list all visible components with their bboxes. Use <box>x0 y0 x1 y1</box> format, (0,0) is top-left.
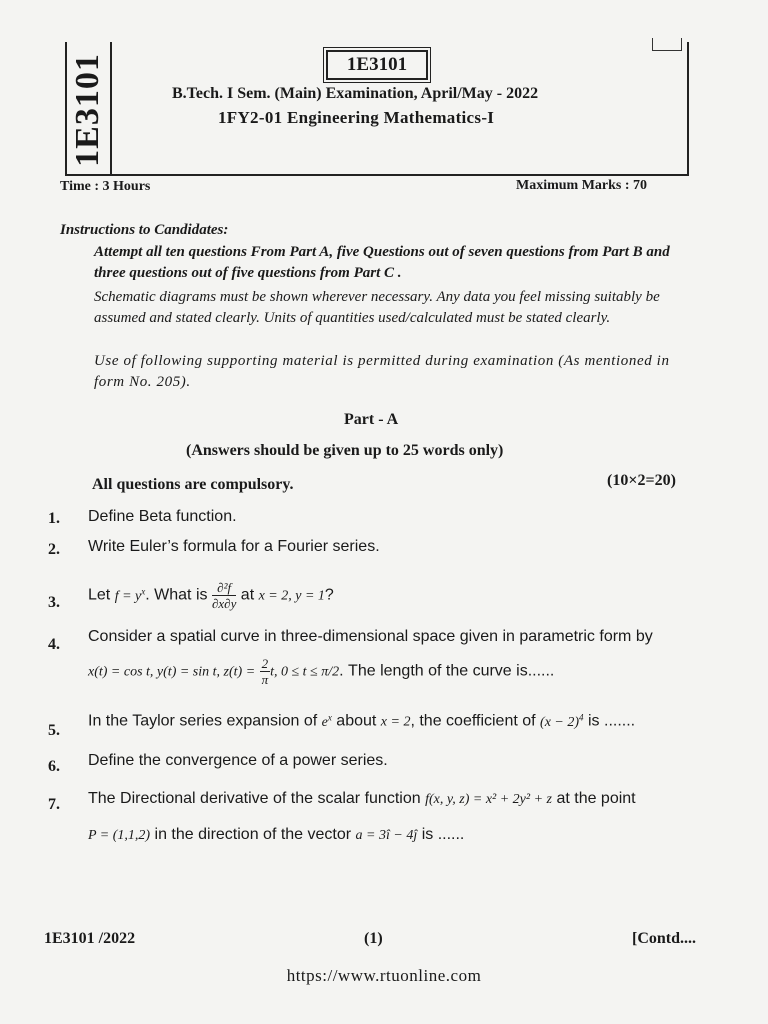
marks-split: (10×2=20) <box>607 472 676 489</box>
footer-page-number: (1) <box>364 930 383 947</box>
time-allowed: Time : 3 Hours <box>60 179 151 194</box>
question-text: Define Beta function. <box>88 508 237 525</box>
q4-end: . The length of the curve is...... <box>339 662 555 680</box>
question-text-cont <box>88 656 554 687</box>
footer-paper-code: 1E3101 /2022 <box>44 930 136 947</box>
question-number: 1. <box>48 510 60 527</box>
q3-point: x = 2, y = 1 <box>258 588 325 604</box>
maximum-marks: Maximum Marks : 70 <box>516 178 648 193</box>
q4-range: t, 0 ≤ t ≤ π/2 <box>270 664 340 680</box>
instruction-item: Schematic diagrams must be shown wherever necessary. Any data you feel missing suitably be assumed and stated clearly. Units of quantities used/calculated must be stated clearly. <box>94 289 660 326</box>
question-text-cont: P = (1,1,2) in the direction of the vector a = 3î − 4ĵ is ...... <box>88 826 465 843</box>
paper-code-box: 1E3101 <box>326 50 428 80</box>
compulsory-note: All questions are compulsory. <box>92 476 294 493</box>
question-number: 4. <box>48 636 60 653</box>
question-text: Consider a spatial curve in three-dimensional space given in parametric form by <box>88 628 653 645</box>
part-title: Part - A <box>344 411 399 428</box>
question-text: Write Euler’s formula for a Fourier series. <box>88 538 380 555</box>
q3-partial-fraction: $\frac{\text{∂²f}}{\partial x\partial y}$ <box>211 580 237 611</box>
footer-contd: [Contd.... <box>632 930 697 947</box>
question-text <box>88 580 334 611</box>
q3-function: $f = y^x$ <box>114 586 146 604</box>
q4-parametric: x(t) = cos t, y(t) = sin t, z(t) = <box>88 664 256 680</box>
question-text: The Directional derivative of the scalar function f(x, y, z) = x² + 2y² + z at the point <box>88 790 636 807</box>
q3-mid: . What is <box>145 586 208 604</box>
question-number: 2. <box>48 541 60 558</box>
side-paper-code: 1E3101 <box>69 53 106 167</box>
question-text: Define the convergence of a power series. <box>88 752 388 769</box>
question-number: 3. <box>48 594 60 611</box>
question-number: 7. <box>48 796 60 813</box>
q3-end: ? <box>324 586 334 604</box>
question-number: 5. <box>48 722 60 739</box>
corner-mark <box>652 38 682 51</box>
instruction-item: Use of following supporting material is permitted during examination (As mentioned in form No. 205). <box>94 353 670 390</box>
footer-url[interactable]: https://www.rtuonline.com <box>286 966 482 985</box>
question-text: In the Taylor series expansion of $e^x$ about x = 2, the coefficient of $(x - 2)^4$ is ....... <box>88 712 636 730</box>
instruction-item: Attempt all ten questions From Part A, five Questions out of seven questions from Part B and three questions out of five questions from Part C . <box>94 244 670 281</box>
question-number: 6. <box>48 758 60 775</box>
part-note: (Answers should be given up to 25 words only) <box>186 442 504 459</box>
exam-title: B.Tech. I Sem. (Main) Examination, April/May - 2022 <box>172 85 539 102</box>
subject-title: 1FY2-01 Engineering Mathematics-I <box>218 108 495 127</box>
instructions-title: Instructions to Candidates: <box>60 222 229 238</box>
q3-lead: Let <box>88 586 111 604</box>
q4-fraction: $\frac{2}{\pi}$ <box>261 656 269 687</box>
q3-at: at <box>240 586 255 604</box>
